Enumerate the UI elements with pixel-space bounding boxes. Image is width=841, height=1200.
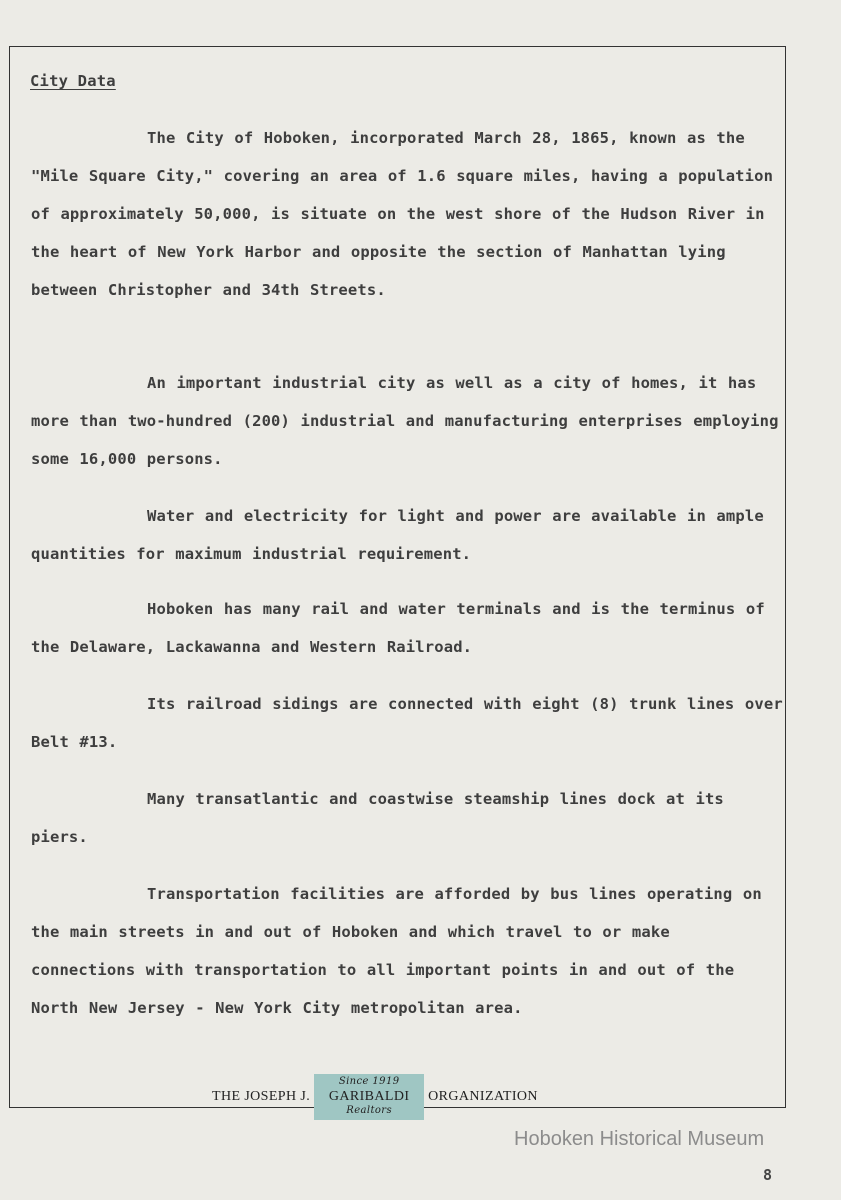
- paragraph-terminals: Hoboken has many rail and water terminals and is the terminus of the Delaware, Lackawanna and Western Railroad.: [31, 600, 765, 656]
- logo-realtors-text: Realtors: [346, 1105, 393, 1116]
- org-prefix: THE JOSEPH J.: [212, 1089, 311, 1104]
- org-suffix: ORGANIZATION: [428, 1089, 538, 1104]
- organization-signature: [212, 1074, 538, 1120]
- paragraph-steamship: Many transatlantic and coastwise steamship lines dock at its piers.: [31, 790, 724, 846]
- paragraph-industry: An important industrial city as well as a city of homes, it has more than two-hundred (200) industrial and manufacturing enterprises employing some 16,000 persons.: [31, 374, 779, 468]
- paragraph-transportation: Transportation facilities are afforded by bus lines operating on the main streets in and out of Hoboken and which travel to or make connections with transportation to all important points in and out of the North New Jersey - New York City metropolitan area.: [31, 885, 762, 1017]
- garibaldi-logo: [314, 1074, 424, 1120]
- logo-name-text: GARIBALDI: [328, 1089, 410, 1104]
- museum-watermark: Hoboken Historical Museum: [514, 1128, 765, 1150]
- paragraph-city-overview: The City of Hoboken, incorporated March 28, 1865, known as the "Mile Square City," covering an area of 1.6 square miles, having a population of approximately 50,000, is situate on the west shore of the Hudson River in the heart of New York Harbor and opposite the section of Manhattan lying between Christopher and 34th Streets.: [31, 129, 774, 299]
- page-number: 8: [763, 1166, 773, 1184]
- paragraph-utilities: Water and electricity for light and power are available in ample quantities for maximum industrial requirement.: [31, 507, 764, 563]
- section-heading: City Data: [30, 72, 116, 90]
- logo-since-text: Since 1919: [338, 1076, 400, 1087]
- paragraph-railroad-sidings: Its railroad sidings are connected with eight (8) trunk lines over Belt #13.: [31, 695, 783, 751]
